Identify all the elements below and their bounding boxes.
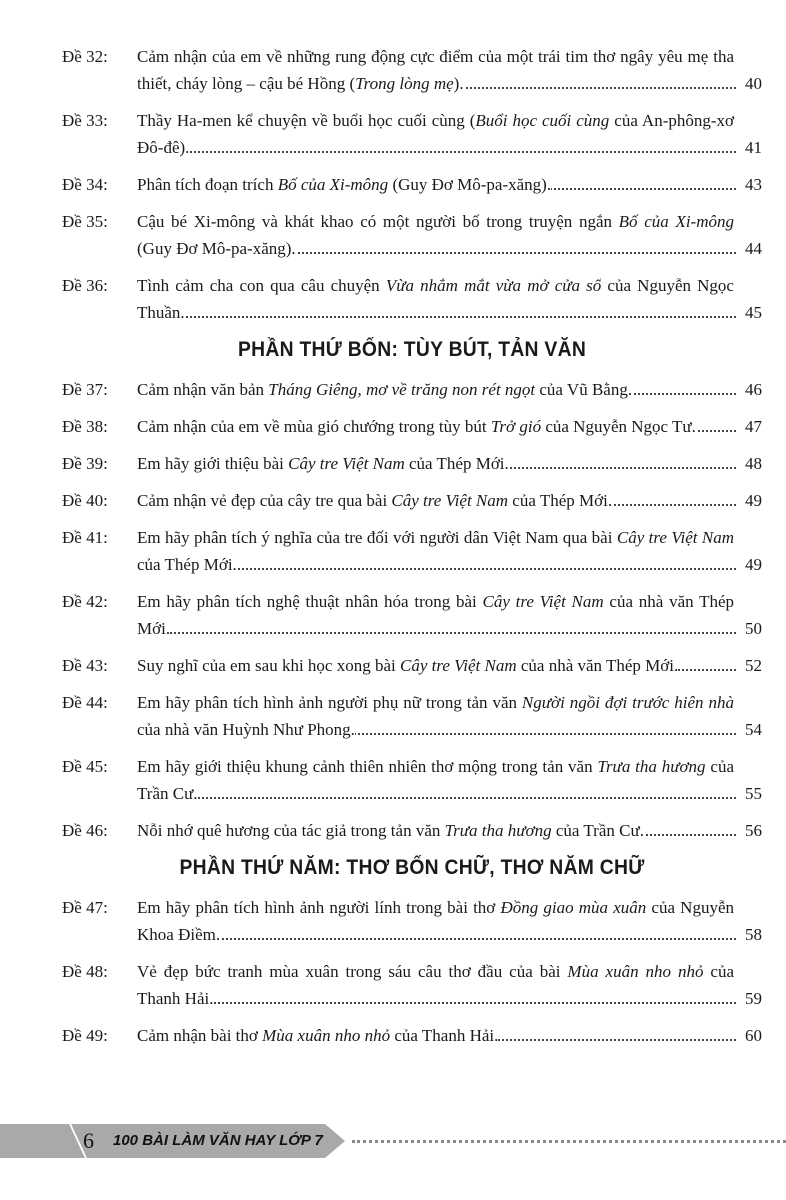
toc-entry[interactable] xyxy=(62,817,762,844)
toc-entry[interactable] xyxy=(62,171,762,198)
entry-text: Vẻ đẹp bức tranh mùa xuân trong sáu câu thơ đầu của bài xyxy=(137,962,568,981)
entry-text: của Nguyễn Ngọc Tư. xyxy=(541,417,696,436)
entry-page: 55 xyxy=(736,780,762,807)
entry-page: 49 xyxy=(736,551,762,578)
toc-entry[interactable] xyxy=(62,524,762,578)
entry-text: của Thép Mới. xyxy=(137,555,237,574)
toc-entry[interactable] xyxy=(62,753,762,807)
toc-entry[interactable] xyxy=(62,413,762,440)
entry-text: Cậu bé Xi-mông và khát khao có một người bố trong truyện ngắn xyxy=(137,212,619,231)
entry-label: Đề 48: xyxy=(62,958,137,985)
entry-label: Đề 41: xyxy=(62,524,137,551)
work-title: Trở gió xyxy=(490,417,542,436)
table-of-contents xyxy=(62,43,762,1059)
entry-page: 60 xyxy=(736,1022,762,1049)
work-title: Bố của Xi-mông xyxy=(618,212,734,231)
entry-text: của nhà văn Thép Mới. xyxy=(137,592,734,638)
entry-label: Đề 35: xyxy=(62,208,137,235)
entry-text: của nhà văn Thép Mới. xyxy=(516,656,679,675)
page-number: 6 xyxy=(83,1128,94,1153)
entry-text: của Thép Mới. xyxy=(508,491,613,510)
work-title: Cây tre Việt Nam xyxy=(400,656,517,675)
work-title: Mùa xuân nho nhỏ xyxy=(262,1026,391,1045)
entry-page: 50 xyxy=(736,615,762,642)
entry-text: của Vũ Bằng. xyxy=(535,380,633,399)
toc-entry[interactable] xyxy=(62,487,762,514)
entry-text: (Guy Đơ Mô-pa-xăng). xyxy=(388,175,552,194)
entry-text: Cảm nhận của em về mùa gió chướng trong tùy bút xyxy=(137,417,491,436)
toc-entry[interactable] xyxy=(62,208,762,262)
toc-entry[interactable] xyxy=(62,376,762,403)
work-title: Cây tre Việt Nam xyxy=(482,592,604,611)
entry-text: Em hãy giới thiệu khung cảnh thiên nhiên thơ mộng trong tản văn xyxy=(137,757,598,776)
entry-page: 46 xyxy=(736,376,762,403)
entry-text: Cảm nhận văn bản xyxy=(137,380,269,399)
work-title: Cây tre Việt Nam xyxy=(288,454,405,473)
toc-entry[interactable] xyxy=(62,958,762,1012)
entry-label: Đề 44: xyxy=(62,689,137,716)
footer-dotted-line xyxy=(352,1140,786,1143)
entry-page: 43 xyxy=(736,171,762,198)
work-title: Trưa tha hương xyxy=(444,821,552,840)
work-title: Trưa tha hương xyxy=(597,757,706,776)
entry-page: 54 xyxy=(736,716,762,743)
entry-text: Em hãy phân tích ý nghĩa của tre đối với người dân Việt Nam qua bài xyxy=(137,528,617,547)
toc-entry[interactable] xyxy=(62,107,762,161)
entry-label: Đề 34: xyxy=(62,171,137,198)
work-title: Cây tre Việt Nam xyxy=(391,491,509,510)
entry-label: Đề 47: xyxy=(62,894,137,921)
entry-text: của Nguyễn Ngọc Thuần. xyxy=(137,276,734,322)
entry-text: của Trần Cư. xyxy=(551,821,644,840)
entry-text: Cảm nhận của em về những rung động cực điểm của một trái tim thơ ngây yêu mẹ tha thiết, cháy lòng – cậu bé Hồng ( xyxy=(137,47,734,93)
entry-label: Đề 36: xyxy=(62,272,137,299)
entry-page: 41 xyxy=(736,134,762,161)
entry-text: Thầy Ha-men kể chuyện về buổi học cuối cùng ( xyxy=(137,111,476,130)
work-title: Tháng Giêng, mơ về trăng non rét ngọt xyxy=(268,380,536,399)
entry-text: của Nguyễn Khoa Điềm. xyxy=(137,898,734,944)
entry-page: 52 xyxy=(736,652,762,679)
work-title: Đồng giao mùa xuân xyxy=(500,898,647,917)
entry-page: 45 xyxy=(736,299,762,326)
entry-text: Nỗi nhớ quê hương của tác giả trong tản văn xyxy=(137,821,445,840)
toc-entry[interactable] xyxy=(62,1022,762,1049)
entry-text: Suy nghĩ của em sau khi học xong bài xyxy=(137,656,400,675)
page-footer xyxy=(0,1124,786,1160)
entry-label: Đề 40: xyxy=(62,487,137,514)
work-title: Trong lòng mẹ xyxy=(355,74,454,93)
entry-text: Cảm nhận bài thơ xyxy=(137,1026,263,1045)
entry-label: Đề 46: xyxy=(62,817,137,844)
entry-text: Em hãy phân tích hình ảnh người phụ nữ trong tản văn xyxy=(137,693,522,712)
entry-text: (Guy Đơ Mô-pa-xăng). xyxy=(137,239,296,258)
toc-entry[interactable] xyxy=(62,43,762,97)
entry-text: Cảm nhận vẻ đẹp của cây tre qua bài xyxy=(137,491,392,510)
entry-page: 48 xyxy=(736,450,762,477)
entry-label: Đề 49: xyxy=(62,1022,137,1049)
toc-entry[interactable] xyxy=(62,272,762,326)
entry-label: Đề 42: xyxy=(62,588,137,615)
entry-label: Đề 32: xyxy=(62,43,137,70)
toc-entry[interactable] xyxy=(62,894,762,948)
entry-label: Đề 45: xyxy=(62,753,137,780)
entry-text: của Trần Cư. xyxy=(137,757,734,803)
work-title: Người ngồi đợi trước hiên nhà xyxy=(521,693,734,712)
work-title: Mùa xuân nho nhỏ xyxy=(567,962,704,981)
work-title: Vừa nhắm mắt vừa mở cửa sổ xyxy=(385,276,602,295)
entry-text: của Thép Mới. xyxy=(404,454,509,473)
work-title: Bố của Xi-mông xyxy=(277,175,389,194)
work-title: Buổi học cuối cùng xyxy=(475,111,610,130)
entry-page: 47 xyxy=(736,413,762,440)
entry-page: 59 xyxy=(736,985,762,1012)
toc-entry[interactable] xyxy=(62,689,762,743)
section-heading: PHẦN THỨ NĂM: THƠ BỐN CHỮ, THƠ NĂM CHỮ xyxy=(179,856,645,879)
entry-text: Em hãy phân tích hình ảnh người lính trong bài thơ xyxy=(137,898,501,917)
work-title: Cây tre Việt Nam xyxy=(616,528,734,547)
entry-label: Đề 33: xyxy=(62,107,137,134)
entry-label: Đề 39: xyxy=(62,450,137,477)
entry-label: Đề 43: xyxy=(62,652,137,679)
entry-text: ). xyxy=(453,74,464,93)
entry-text: Em hãy phân tích nghệ thuật nhân hóa trong bài xyxy=(137,592,483,611)
section-heading: PHẦN THỨ BỐN: TÙY BÚT, TẢN VĂN xyxy=(237,338,587,361)
book-title: 100 BÀI LÀM VĂN HAY LỚP 7 xyxy=(113,1132,323,1149)
entry-text: Em hãy giới thiệu bài xyxy=(137,454,289,473)
entry-label: Đề 38: xyxy=(62,413,137,440)
entry-page: 56 xyxy=(736,817,762,844)
entry-page: 40 xyxy=(736,70,762,97)
entry-text: Tình cảm cha con qua câu chuyện xyxy=(137,276,386,295)
entry-text: của An-phông-xơ Đô-đê). xyxy=(137,111,735,157)
entry-page: 44 xyxy=(736,235,762,262)
entry-page: 49 xyxy=(736,487,762,514)
toc-entry[interactable] xyxy=(62,450,762,477)
entry-text: của Thanh Hải. xyxy=(390,1026,499,1045)
entry-page: 58 xyxy=(736,921,762,948)
entry-text: Phân tích đoạn trích xyxy=(137,175,278,194)
entry-text: của Thanh Hải. xyxy=(137,962,735,1008)
entry-text: của nhà văn Huỳnh Như Phong. xyxy=(137,720,355,739)
entry-label: Đề 37: xyxy=(62,376,137,403)
toc-entry[interactable] xyxy=(62,652,762,679)
toc-entry[interactable] xyxy=(62,588,762,642)
